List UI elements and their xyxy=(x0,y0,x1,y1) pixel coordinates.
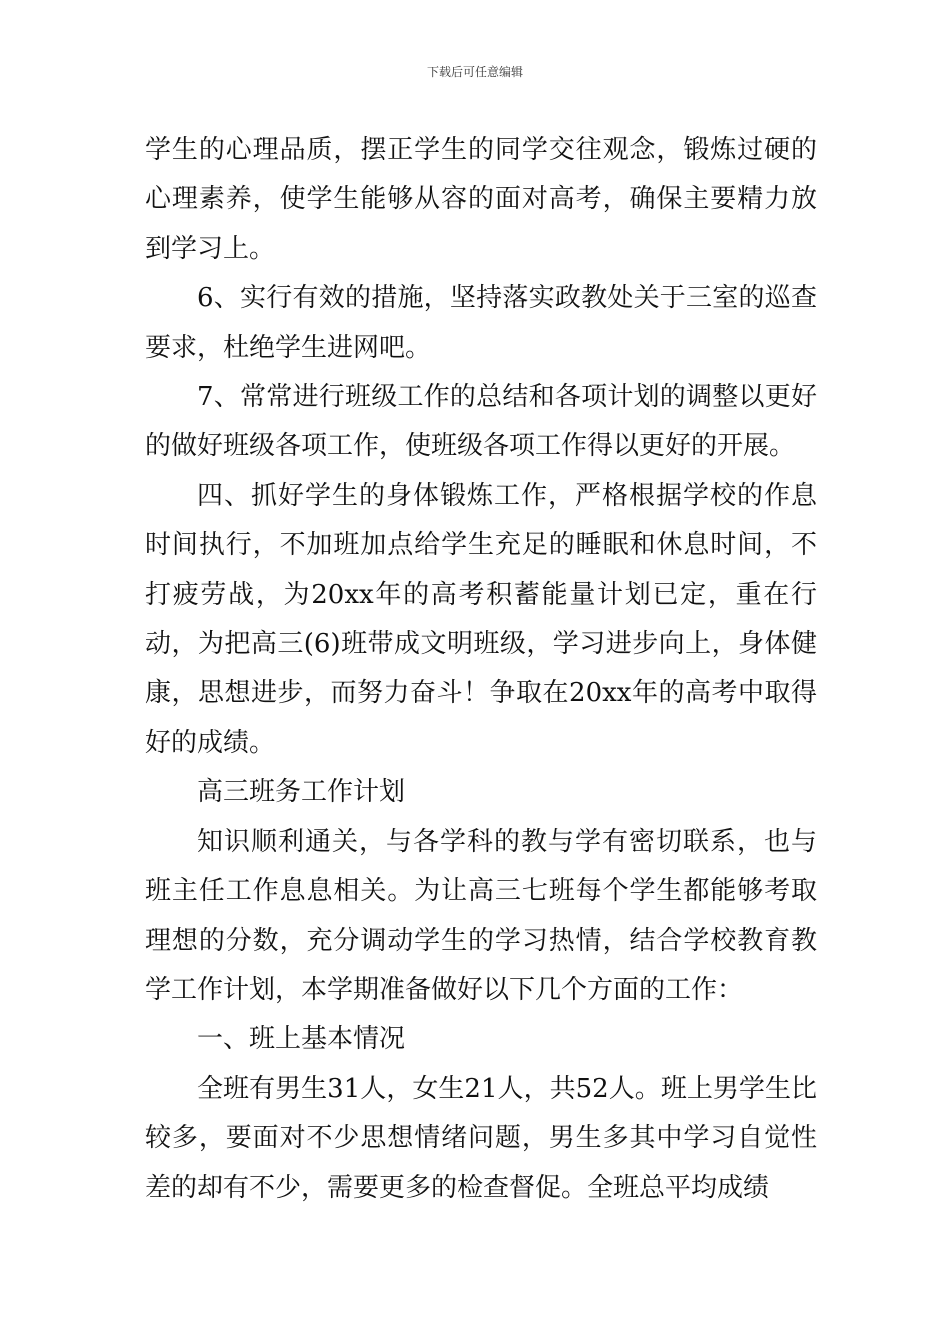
paragraph-1: 学生的心理品质，摆正学生的同学交往观念，锻炼过硬的心理素养，使学生能够从容的面对高考，确保主要精力放到学习上。 xyxy=(145,135,817,264)
paragraph-6: 知识顺利通关，与各学科的教与学有密切联系，也与班主任工作息息相关。为让高三七班每个学生都能够考取理想的分数，充分调动学生的学习热情，结合学校教育教学工作计划，本学期准备做好以下几个方面的工作： xyxy=(145,826,817,1005)
paragraph-2: 6、实行有效的措施，坚持落实政教处关于三室的巡查要求，杜绝学生进网吧。 xyxy=(145,283,817,363)
subsection-heading: 一、班上基本情况 xyxy=(197,1024,406,1055)
paragraph-4: 四、抓好学生的身体锻炼工作，严格根据学校的作息时间执行，不加班加点给学生充足的睡眠和休息时间，不打疲劳战，为20xx年的高考积蓄能量计划已定，重在行动，为把高三(6)班带成文明班级，学习进步向上，身体健康，思想进步，而努力奋斗！争取在20xx年的高考中取得好的成绩。 xyxy=(145,480,817,758)
document-body xyxy=(145,126,817,1213)
page-header: 下载后可任意编辑 xyxy=(426,65,523,79)
section-title: 高三班务工作计划 xyxy=(197,777,406,808)
paragraph-3: 7、常常进行班级工作的总结和各项计划的调整以更好的做好班级各项工作，使班级各项工作得以更好的开展。 xyxy=(145,382,817,462)
paragraph-8: 全班有男生31人，女生21人，共52人。班上男学生比较多，要面对不少思想情绪问题，男生多其中学习自觉性差的却有不少，需要更多的检查督促。全班总平均成绩 xyxy=(145,1073,817,1203)
